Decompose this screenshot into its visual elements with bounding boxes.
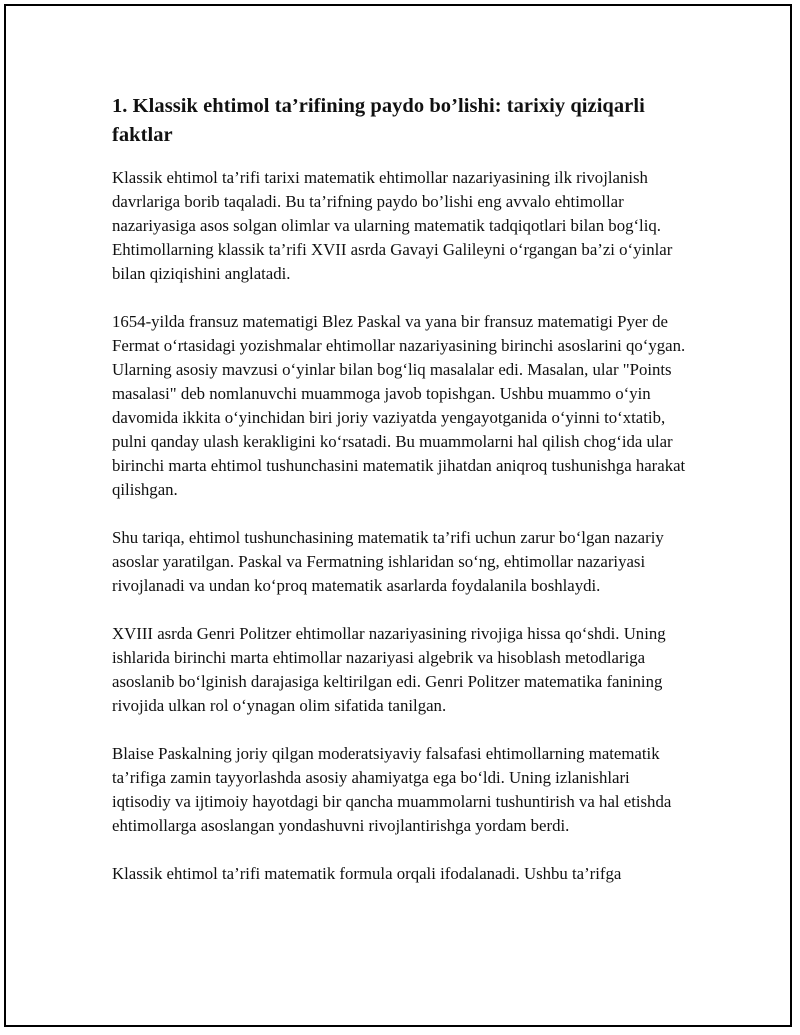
- paragraph-1: Klassik ehtimol ta’rifi tarixi matematik ehtimollar nazariyasining ilk rivojlanish davrlariga borib taqaladi. Bu ta’rifning paydo bo’lishi eng avvalo ehtimollar nazariyasiga asos solgan olimlar va ularning matematik tadqiqotlari bilan bog‘liq. Ehtimollarning klassik ta’rifi XVII asrda Gavayi Galileyni o‘rgangan ba’zi o‘yinlar bilan qiziqishini anglatadi.: [112, 168, 673, 283]
- paragraph-3: Shu tariqa, ehtimol tushunchasining matematik ta’rifi uchun zarur bo‘lgan nazariy asoslar yaratilgan. Paskal va Fermatning ishlaridan so‘ng, ehtimollar nazariyasi rivojlanadi va undan ko‘proq matematik asarlarda foydalanila boshlaydi.: [112, 528, 664, 595]
- document-body: [112, 92, 692, 910]
- paragraph-6: Klassik ehtimol ta’rifi matematik formula orqali ifodalanadi. Ushbu ta’rifga: [112, 864, 622, 883]
- section-heading: 1. Klassik ehtimol ta’rifining paydo bo’lishi: tarixiy qiziqarli faktlar: [112, 95, 645, 146]
- paragraph-2: 1654-yilda fransuz matematigi Blez Paskal va yana bir fransuz matematigi Pyer de Fermat o‘rtasidagi yozishmalar ehtimollar nazariyasining birinchi asoslarini qo‘ygan. Ularning asosiy mavzusi o‘yinlar bilan bog‘liq masalalar edi. Masalan, ular "Points masalasi" deb nomlanuvchi muammoga javob topishgan. Ushbu muammo o‘yin davomida ikkita o‘yinchidan biri joriy vaziyatda yengayotganida o‘yinni to‘xtatib, pulni qanday ulash kerakligini ko‘rsatadi. Bu muammolarni hal qilish chog‘ida ular birinchi marta ehtimol tushunchasini matematik jihatdan aniqroq tushunishga harakat qilishgan.: [112, 312, 686, 499]
- paragraph-5: Blaise Paskalning joriy qilgan moderatsiyaviy falsafasi ehtimollarning matematik ta’rifiga zamin tayyorlashda asosiy ahamiyatga ega bo‘ldi. Uning izlanishlari iqtisodiy va ijtimoiy hayotdagi bir qancha muammolarni tushuntirish va hal etishda ehtimollarga asoslangan yondashuvni rivojlantirishga yordam berdi.: [112, 744, 672, 835]
- paragraph-4: XVIII asrda Genri Politzer ehtimollar nazariyasining rivojiga hissa qo‘shdi. Uning ishlarida birinchi marta ehtimollar nazariyasi algebrik va hisoblash metodlariga asoslanib bo‘lginish darajasiga keltirilgan edi. Genri Politzer matematika fanining rivojida ulkan rol o‘ynagan olim sifatida tanilgan.: [112, 624, 666, 715]
